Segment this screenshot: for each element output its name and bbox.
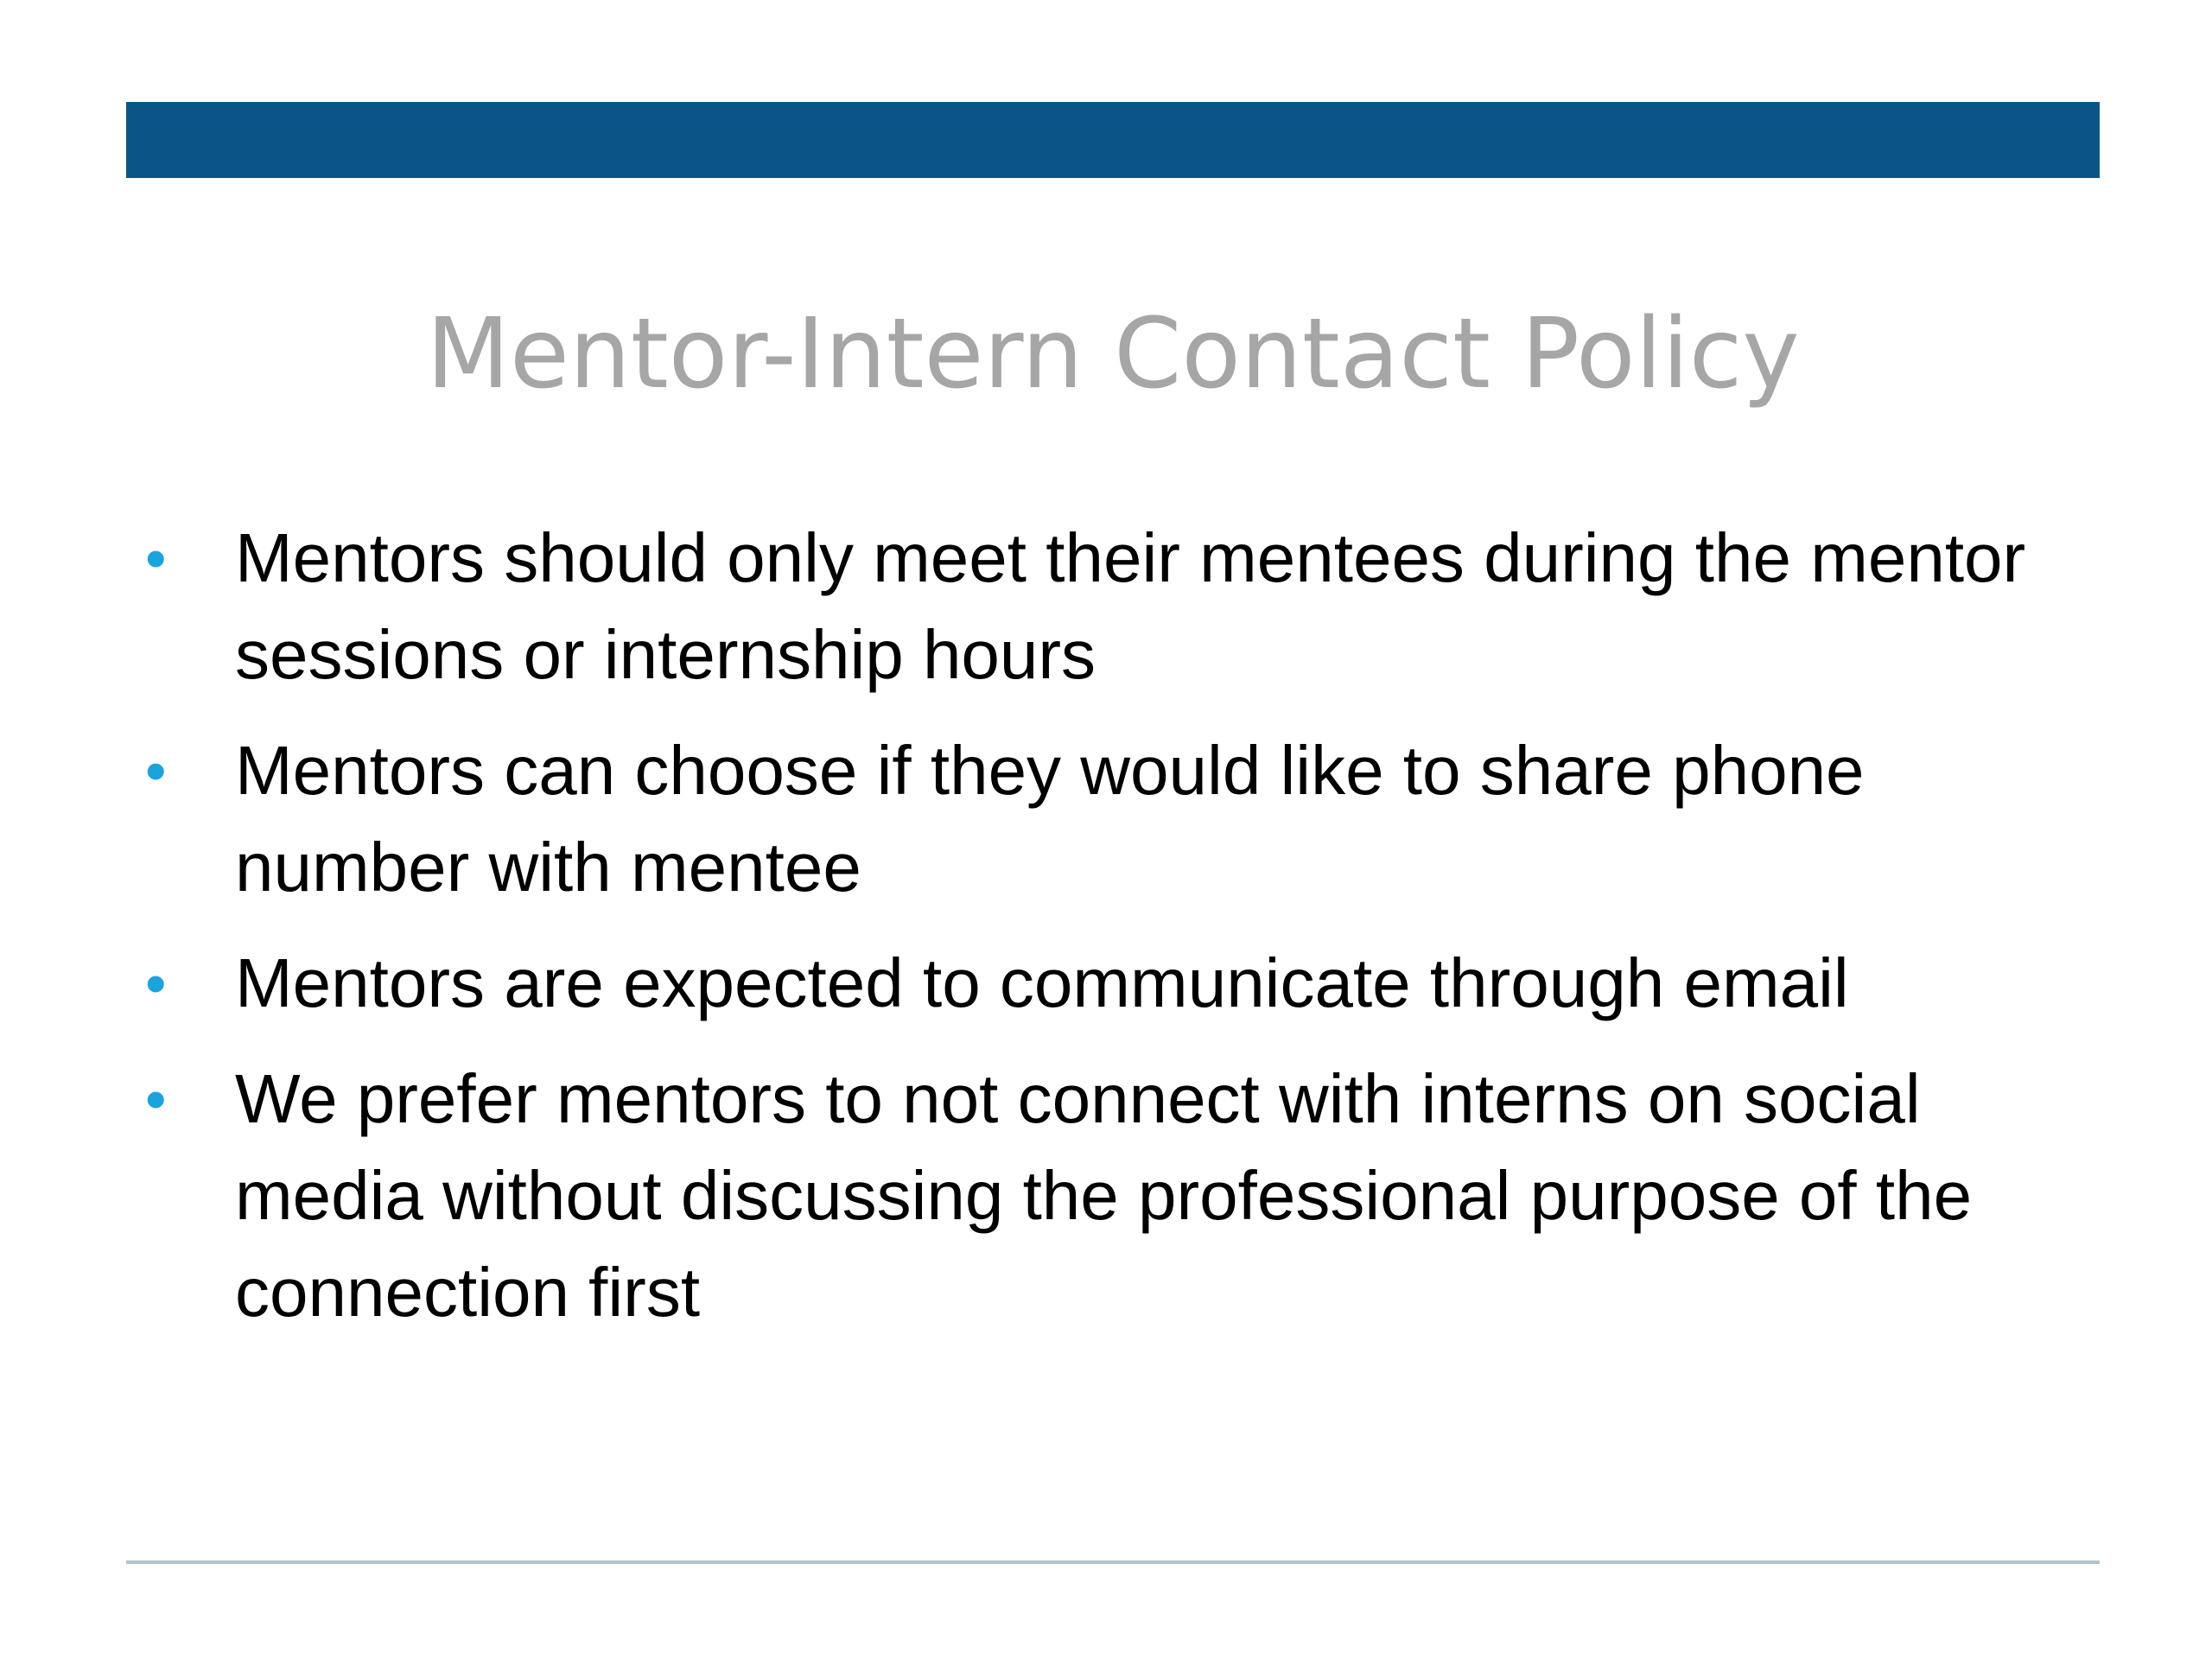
- footer-divider: [126, 1560, 2100, 1564]
- bullet-icon: •: [145, 950, 167, 1017]
- list-item: [145, 722, 2107, 916]
- bullet-text: Mentors are expected to communicate through email: [235, 944, 1849, 1021]
- slide-title: Mentor-Intern Contact Policy: [426, 298, 1800, 410]
- header-bar: [126, 102, 2100, 178]
- bullet-icon: •: [145, 737, 167, 804]
- list-item: [145, 1051, 2107, 1341]
- bullet-icon: •: [145, 1065, 167, 1133]
- bullet-text: Mentors can choose if they would like to share phone number with mentee: [235, 732, 1865, 906]
- bullet-text: Mentors should only meet their mentees during the mentor sessions or internship hours: [235, 519, 2026, 693]
- bullet-list: [145, 510, 2107, 1360]
- list-item: [145, 935, 2107, 1032]
- list-item: [145, 510, 2107, 703]
- bullet-icon: •: [145, 524, 167, 592]
- bullet-text: We prefer mentors to not connect with interns on social media without discussing the professional purpose of the connection first: [235, 1060, 1973, 1331]
